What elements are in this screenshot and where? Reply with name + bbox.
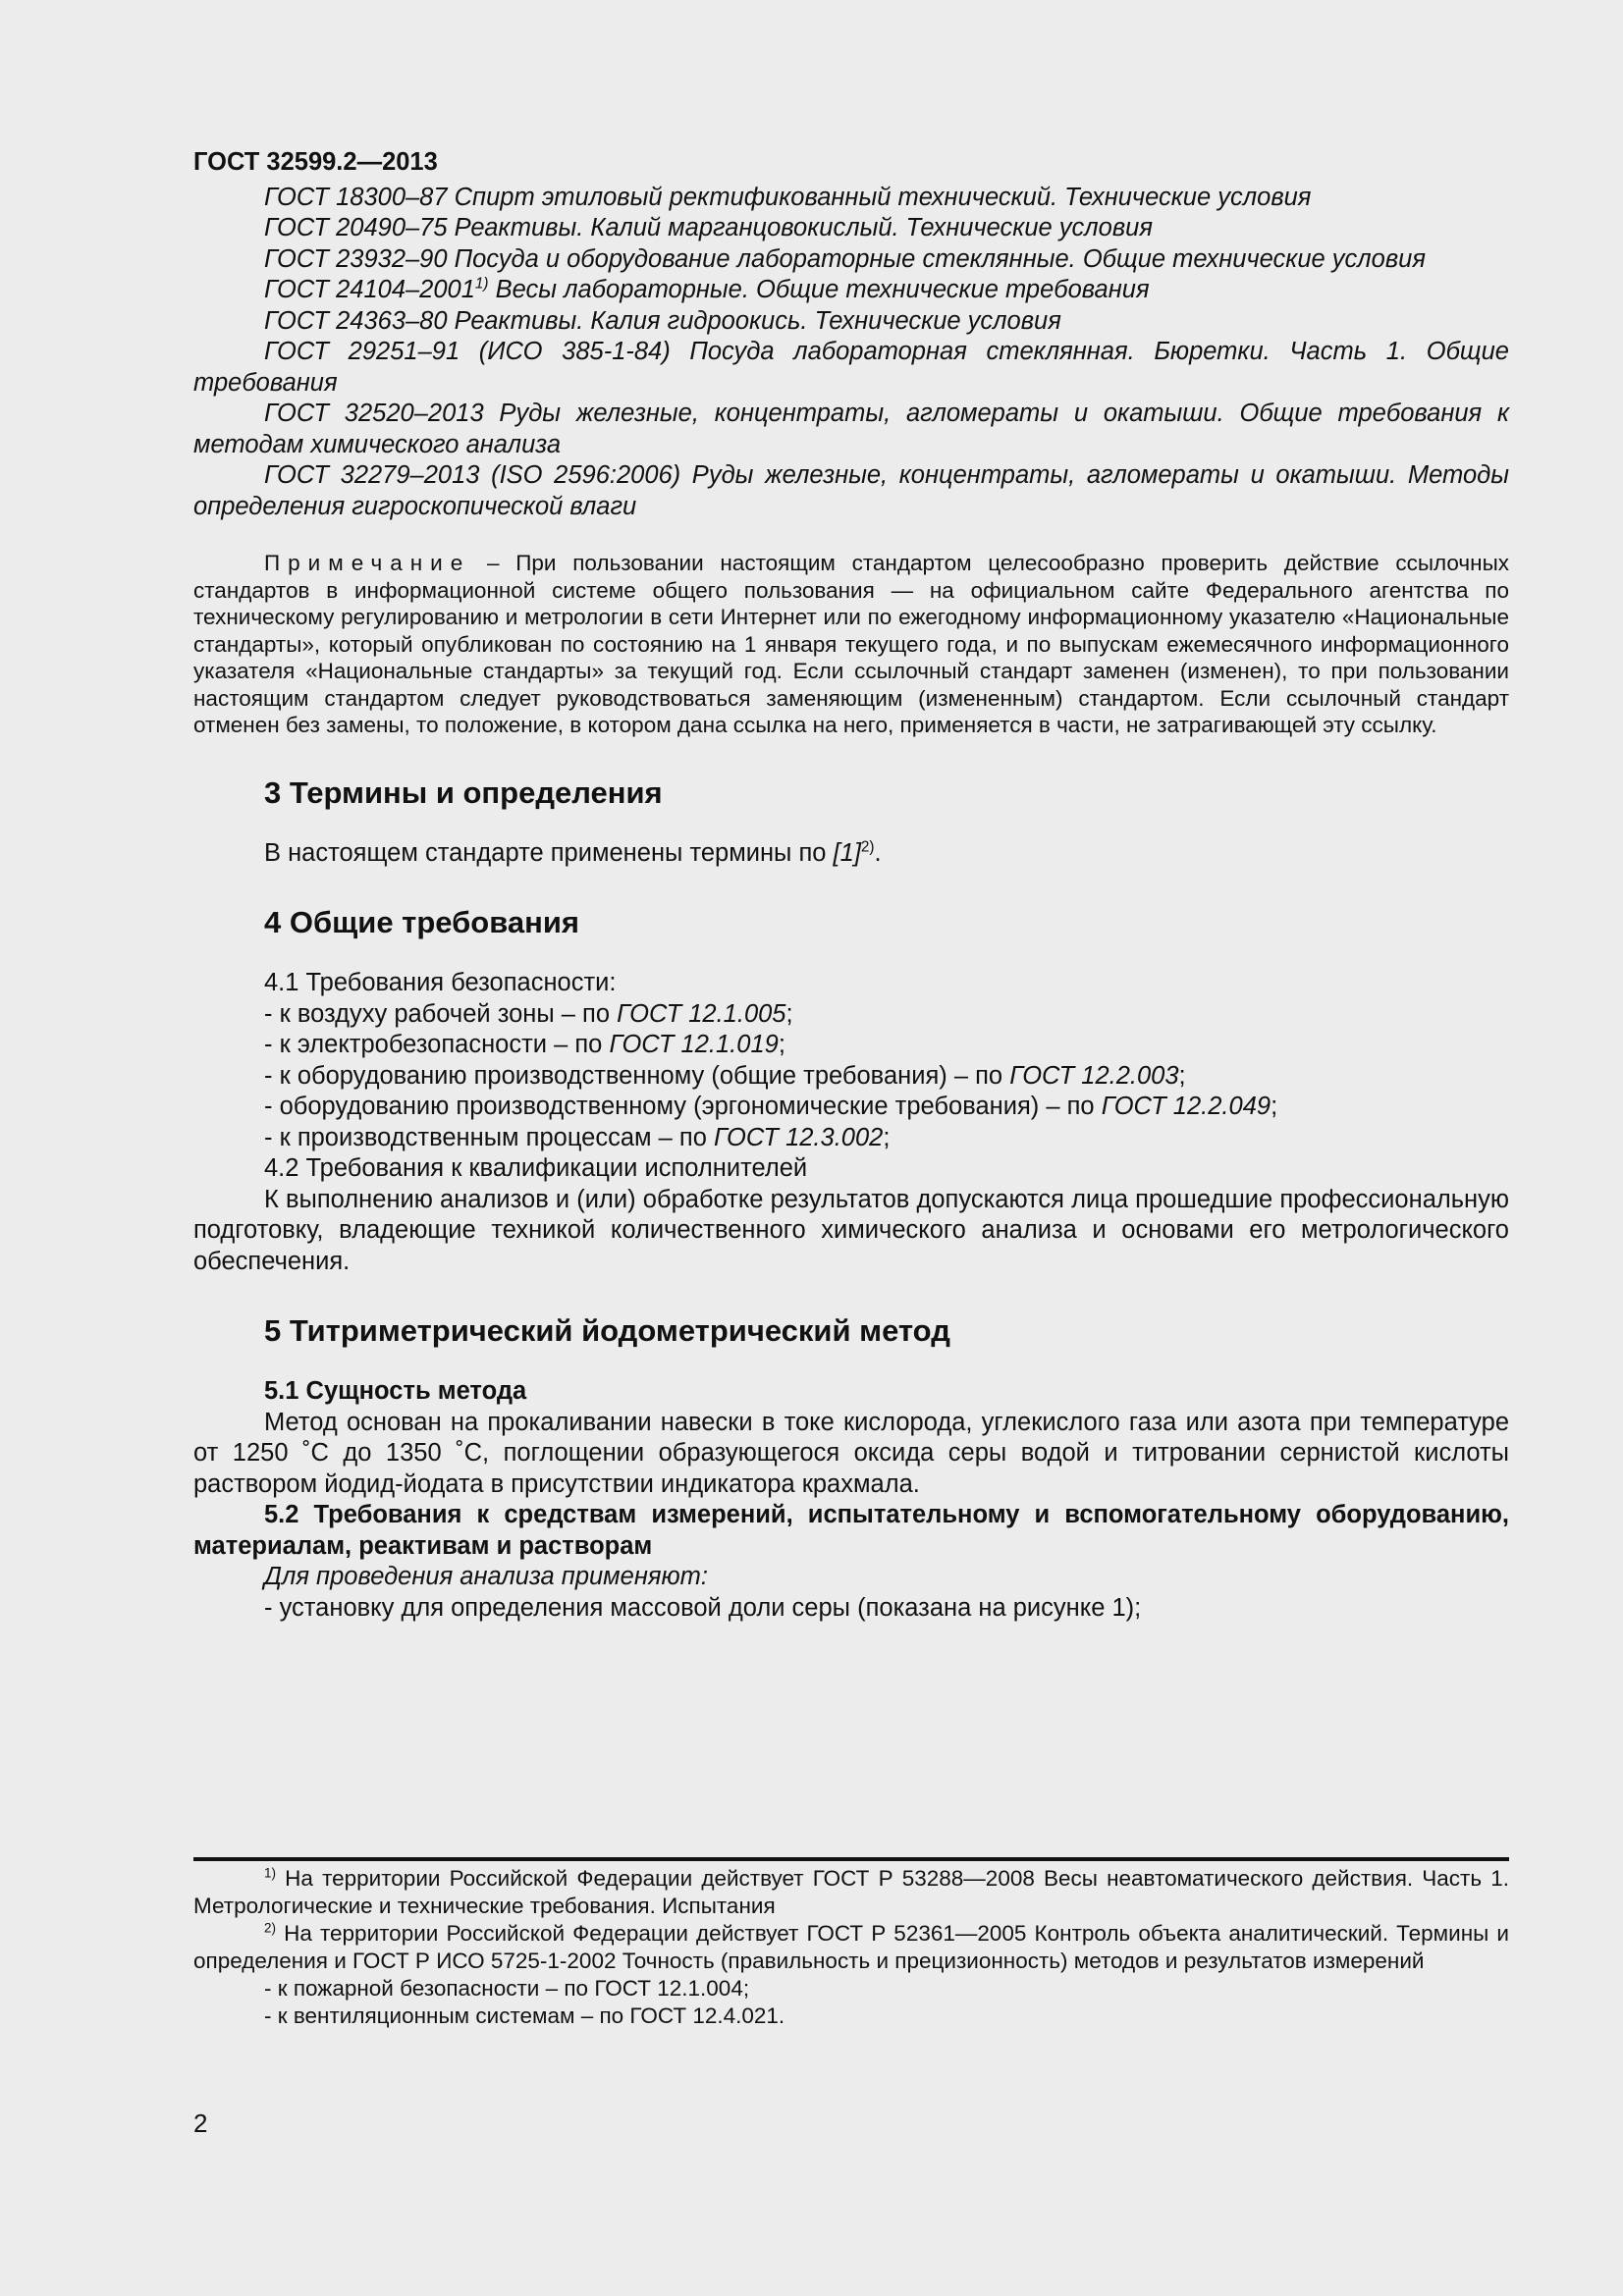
standard-ref[interactable]: ГОСТ 12.2.049 <box>1101 1093 1271 1120</box>
reference-item: ГОСТ 32520–2013 Руды железные, концентраты, агломераты и окатыши. Общие требования к методам химического анализа <box>193 400 1509 458</box>
footnote-2: $^{2)}$ На территории Российской Федерации действует ГОСТ Р 52361—2005 Контроль объекта аналитический. Термины и определения и ГОСТ Р ИСО 5725-1-2002 Точность (правильность и прецизионность) методов и результатов измерений <box>193 1920 1509 1973</box>
bibliography-ref[interactable]: [1] <box>833 838 861 867</box>
subsection-5-1-text: Метод основан на прокаливании навески в токе кислорода, углекислого газа или азота при температуре от 1250 ˚С до 1350 ˚С, поглощении образующегося оксида серы водой и титровании сернистой кислоты раствором йодид-йодата в присутствии индикатора крахмала. <box>193 1408 1509 1498</box>
footnote-list-item: - к пожарной безопасности – по ГОСТ 12.1.004; <box>264 1976 750 2001</box>
subsection-4-1: 4.1 Требования безопасности: <box>264 969 617 996</box>
note-label: Примечание <box>264 551 471 575</box>
reference-item: ГОСТ 18300–87 Спирт этиловый ректификованный технический. Технические условия <box>264 183 1312 211</box>
page-number: 2 <box>193 2109 208 2138</box>
list-item: - к электробезопасности – по ГОСТ 12.1.019; <box>264 1031 785 1058</box>
reference-item: ГОСТ 23932–90 Посуда и оборудование лабораторные стеклянные. Общие технические условия <box>264 244 1426 273</box>
page-content <box>193 147 1509 1624</box>
standard-ref[interactable]: ГОСТ 12.1.005 <box>617 999 786 1028</box>
safety-requirements-list <box>193 999 1509 1154</box>
reference-title: Весы лабораторные. Общие технические требования <box>488 276 1150 303</box>
reference-item: ГОСТ 32279–2013 (ISO 2596:2006) Руды железные, концентраты, агломераты и окатыши. Методы определения гигроскопической влаги <box>193 461 1509 520</box>
footnote-marker[interactable]: 2) <box>860 838 875 855</box>
standard-ref[interactable]: ГОСТ 12.1.019 <box>609 1031 779 1058</box>
section-3-text: В настоящем стандарте применены термины по $[1]^{2)}$. <box>264 838 882 867</box>
section-3-title: 3 Термины и определения <box>264 774 663 810</box>
reference-code: ГОСТ 24104–2001 <box>264 276 475 303</box>
subsection-4-2-text: К выполнению анализов и (или) обработке результатов допускаются лица прошедшие профессиональную подготовку, владеющие техникой количественного химического анализа и основами его метрологического обеспечения. <box>193 1185 1509 1275</box>
subsection-5-2-intro: Для проведения анализа применяют: <box>264 1563 709 1590</box>
reference-item: ГОСТ 24363–80 Реактивы. Калия гидроокись. Технические условия <box>264 306 1061 335</box>
standard-ref[interactable]: ГОСТ 12.2.003 <box>1009 1061 1179 1090</box>
subsection-5-1: 5.1 Сущность метода <box>264 1377 527 1405</box>
subsection-5-2: 5.2 Требования к средствам измерений, испытательному и вспомогательному оборудованию, материалам, реактивам и растворам <box>193 1501 1509 1560</box>
standard-ref[interactable]: ГОСТ 12.3.002 <box>713 1123 884 1151</box>
note-paragraph <box>193 550 1509 739</box>
reference-item <box>193 275 1509 306</box>
note-text: – При пользовании настоящим стандартом целесообразно проверить действие ссылочных стандартов в информационной системе общего пользования — на официальном сайте Федерального агентства по техническому регулированию и метрологии в сети Интернет или по ежегодному информационному указателю «Национальные стандарты», который опубликован по состоянию на 1 января текущего года, и по выпускам ежемесячного информационного указателя «Национальные стандарты» за текущий год. Если ссылочный стандарт заменен (изменен), то при пользовании настоящим стандартом следует руководствоваться заменяющим (измененным) стандартом. Если ссылочный стандарт отменен без замены, то положение, в котором дана ссылка на него, применяется в части, не затрагивающей эту ссылку. <box>193 551 1509 737</box>
footnote-list-item: - к вентиляционным системам – по ГОСТ 12.4.021. <box>264 2003 785 2028</box>
reference-item: ГОСТ 20490–75 Реактивы. Калий марганцовокислый. Технические условия <box>264 214 1153 241</box>
reference-item: ГОСТ 29251–91 (ИСО 385-1-84) Посуда лабораторная стеклянная. Бюретки. Часть 1. Общие требования <box>193 338 1509 397</box>
list-item: - к производственным процессам – по ГОСТ 12.3.002; <box>264 1123 891 1151</box>
subsection-4-2: 4.2 Требования к квалификации исполнителей <box>264 1154 808 1182</box>
list-item: - к воздуху рабочей зоны – по ГОСТ 12.1.005; <box>264 999 793 1028</box>
footnote-marker[interactable]: 1) <box>474 275 489 293</box>
list-item: - к оборудованию производственному (общие требования) – по ГОСТ 12.2.003; <box>264 1061 1186 1090</box>
section-4-title: 4 Общие требования <box>264 905 579 939</box>
normative-references <box>193 183 1509 523</box>
footnote-1: $^{1)}$ На территории Российской Федерации действует ГОСТ Р 53288—2008 Весы неавтоматического действия. Часть 1. Метрологические и технические требования. Испытания <box>193 1865 1509 1918</box>
footnotes <box>193 1857 1509 2030</box>
footnote-marker: 1) <box>264 1865 277 1881</box>
footnote-marker: 2) <box>264 1920 277 1936</box>
section-5-title: 5 Титриметрический йодометрический метод <box>264 1313 950 1348</box>
list-item: - оборудованию производственному (эргономические требования) – по ГОСТ 12.2.049; <box>264 1093 1278 1120</box>
list-item: - установку для определения массовой доли серы (показана на рисунке 1); <box>264 1593 1142 1622</box>
document-header: ГОСТ 32599.2—2013 <box>193 148 438 176</box>
